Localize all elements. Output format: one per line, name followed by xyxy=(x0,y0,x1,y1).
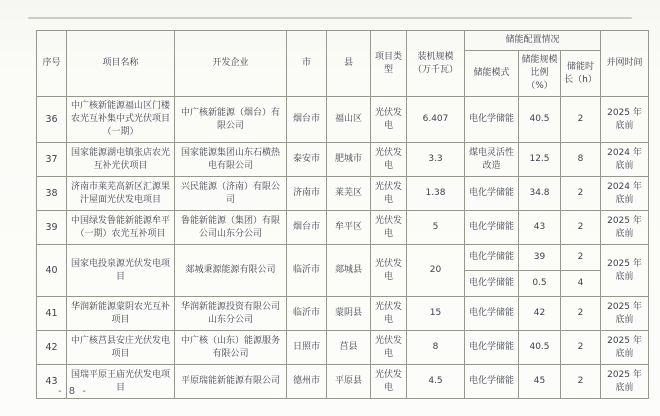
cell-county: 郯城县 xyxy=(327,245,371,297)
cell-city: 德州市 xyxy=(287,365,327,399)
cell-county: 平原县 xyxy=(327,365,371,399)
table-row-36 xyxy=(37,97,649,143)
cell-storage-ratio: 34.8 xyxy=(519,177,561,211)
cell-grid-time: 2025 年底前 xyxy=(601,245,649,297)
col-header-storage-group: 储能配置情况 xyxy=(465,31,601,51)
cell-no: 38 xyxy=(37,177,67,211)
cell-county: 莱芜区 xyxy=(327,177,371,211)
cell-storage-mode: 电化学储能 xyxy=(465,177,519,211)
cell-no: 40 xyxy=(37,245,67,297)
cell-project: 中广核新能源福山区门楼农光互补集中式光伏项目（一期） xyxy=(67,97,175,143)
cell-storage-ratio: 40.5 xyxy=(519,331,561,365)
col-header-storage-mode: 储能模式 xyxy=(465,51,519,97)
cell-capacity: 6.407 xyxy=(407,97,465,143)
cell-capacity: 3.3 xyxy=(407,143,465,177)
cell-capacity: 5 xyxy=(407,211,465,245)
cell-grid-time: 2025 年底前 xyxy=(601,211,649,245)
cell-type: 光伏发电 xyxy=(371,177,407,211)
cell-project: 国瑞平原王庙光伏发电项目 xyxy=(67,365,175,399)
cell-capacity: 4.5 xyxy=(407,365,465,399)
cell-no: 41 xyxy=(37,297,67,331)
cell-storage-ratio: 39 xyxy=(519,245,561,271)
cell-type: 光伏发电 xyxy=(371,97,407,143)
cell-storage-duration: 4 xyxy=(561,271,601,297)
cell-project: 济南市莱芜高新区汇源果汁屋面光伏发电项目 xyxy=(67,177,175,211)
cell-type: 光伏发电 xyxy=(371,297,407,331)
cell-county: 福山区 xyxy=(327,97,371,143)
col-header-city: 市 xyxy=(287,31,327,97)
col-header-grid-time: 并网时间 xyxy=(601,31,649,97)
table-row-37 xyxy=(37,143,649,177)
cell-no: 42 xyxy=(37,331,67,365)
col-header-developer: 开发企业 xyxy=(175,31,287,97)
col-header-project: 项目名称 xyxy=(67,31,175,97)
projects-table xyxy=(36,30,649,399)
cell-developer: 兴民能源（济南）有限公司 xyxy=(175,177,287,211)
cell-capacity: 20 xyxy=(407,245,465,297)
cell-city: 烟台市 xyxy=(287,211,327,245)
cell-city: 泰安市 xyxy=(287,143,327,177)
cell-city: 日照市 xyxy=(287,331,327,365)
cell-storage-mode: 电化学储能 xyxy=(465,97,519,143)
cell-storage-ratio: 42 xyxy=(519,297,561,331)
table-row-39 xyxy=(37,211,649,245)
cell-storage-duration: 2 xyxy=(561,365,601,399)
cell-type: 光伏发电 xyxy=(371,245,407,297)
cell-developer: 中广核（山东）能源服务有限公司 xyxy=(175,331,287,365)
table-row-41 xyxy=(37,297,649,331)
cell-type: 光伏发电 xyxy=(371,143,407,177)
cell-grid-time: 2025 年底前 xyxy=(601,331,649,365)
cell-county: 莒县 xyxy=(327,331,371,365)
cell-county: 肥城市 xyxy=(327,143,371,177)
cell-project: 中国绿发鲁能新能源牟平（一期）农光互补项目 xyxy=(67,211,175,245)
cell-capacity: 15 xyxy=(407,297,465,331)
cell-grid-time: 2025 年底前 xyxy=(601,97,649,143)
cell-city: 临沂市 xyxy=(287,245,327,297)
cell-storage-duration: 8 xyxy=(561,143,601,177)
cell-developer: 中广核新能源（烟台）有限公司 xyxy=(175,97,287,143)
cell-developer: 郯城秉源能源有限公司 xyxy=(175,245,287,297)
cell-storage-mode: 电化学储能 xyxy=(465,331,519,365)
cell-storage-mode: 电化学储能 xyxy=(465,245,519,271)
cell-developer: 平原瑞能新能源有限公司 xyxy=(175,365,287,399)
cell-type: 光伏发电 xyxy=(371,365,407,399)
page-number: - 8 - xyxy=(58,386,88,397)
cell-developer: 国家能源集团山东石横热电有限公司 xyxy=(175,143,287,177)
cell-developer: 华润新能源投资有限公司山东分公司 xyxy=(175,297,287,331)
cell-storage-duration: 2 xyxy=(561,177,601,211)
cell-no: 43 xyxy=(37,365,67,399)
cell-city: 烟台市 xyxy=(287,97,327,143)
cell-project: 中广核莒县安庄光伏发电项目 xyxy=(67,331,175,365)
cell-storage-duration: 2 xyxy=(561,97,601,143)
cell-county: 蒙阴县 xyxy=(327,297,371,331)
cell-storage-mode: 煤电灵活性改造 xyxy=(465,143,519,177)
cell-type: 光伏发电 xyxy=(371,211,407,245)
cell-grid-time: 2024 年底前 xyxy=(601,143,649,177)
col-header-storage-duration: 储能时长（h） xyxy=(561,51,601,97)
col-header-county: 县 xyxy=(327,31,371,97)
cell-county: 牟平区 xyxy=(327,211,371,245)
cell-storage-duration: 2 xyxy=(561,211,601,245)
col-header-no: 序号 xyxy=(37,31,67,97)
cell-no: 36 xyxy=(37,97,67,143)
cell-project: 华润新能源蒙阴农光互补项目 xyxy=(67,297,175,331)
table-row-38 xyxy=(37,177,649,211)
cell-storage-ratio: 45 xyxy=(519,365,561,399)
col-header-capacity: 装机规模（万千瓦） xyxy=(407,31,465,97)
cell-storage-duration: 2 xyxy=(561,297,601,331)
cell-city: 济南市 xyxy=(287,177,327,211)
cell-storage-ratio: 40.5 xyxy=(519,97,561,143)
cell-grid-time: 2025 年底前 xyxy=(601,297,649,331)
table-row-42 xyxy=(37,331,649,365)
cell-storage-ratio: 0.5 xyxy=(519,271,561,297)
scan-artifact-line xyxy=(28,17,632,19)
table-row-40 xyxy=(37,245,649,271)
table-header-row-1 xyxy=(37,31,649,51)
cell-storage-mode: 电化学储能 xyxy=(465,211,519,245)
cell-city: 临沂市 xyxy=(287,297,327,331)
col-header-storage-ratio: 储能规模比例（%） xyxy=(519,51,561,97)
table-row-43 xyxy=(37,365,649,399)
col-header-type: 项目类型 xyxy=(371,31,407,97)
cell-type: 光伏发电 xyxy=(371,331,407,365)
cell-project: 国家能源湖屯镇张店农光互补光伏项目 xyxy=(67,143,175,177)
cell-grid-time: 2025 年底前 xyxy=(601,365,649,399)
cell-no: 39 xyxy=(37,211,67,245)
cell-storage-ratio: 12.5 xyxy=(519,143,561,177)
cell-storage-mode: 电化学储能 xyxy=(465,365,519,399)
cell-storage-mode: 电化学储能 xyxy=(465,297,519,331)
cell-storage-duration: 2 xyxy=(561,245,601,271)
cell-storage-duration: 2 xyxy=(561,331,601,365)
cell-no: 37 xyxy=(37,143,67,177)
cell-storage-ratio: 43 xyxy=(519,211,561,245)
cell-storage-mode: 电化学储能 xyxy=(465,271,519,297)
cell-capacity: 1.38 xyxy=(407,177,465,211)
cell-grid-time: 2024 年底前 xyxy=(601,177,649,211)
cell-developer: 鲁能新能源（集团）有限公司山东分公司 xyxy=(175,211,287,245)
cell-project: 国家电投泉源光伏发电项目 xyxy=(67,245,175,297)
cell-capacity: 8 xyxy=(407,331,465,365)
